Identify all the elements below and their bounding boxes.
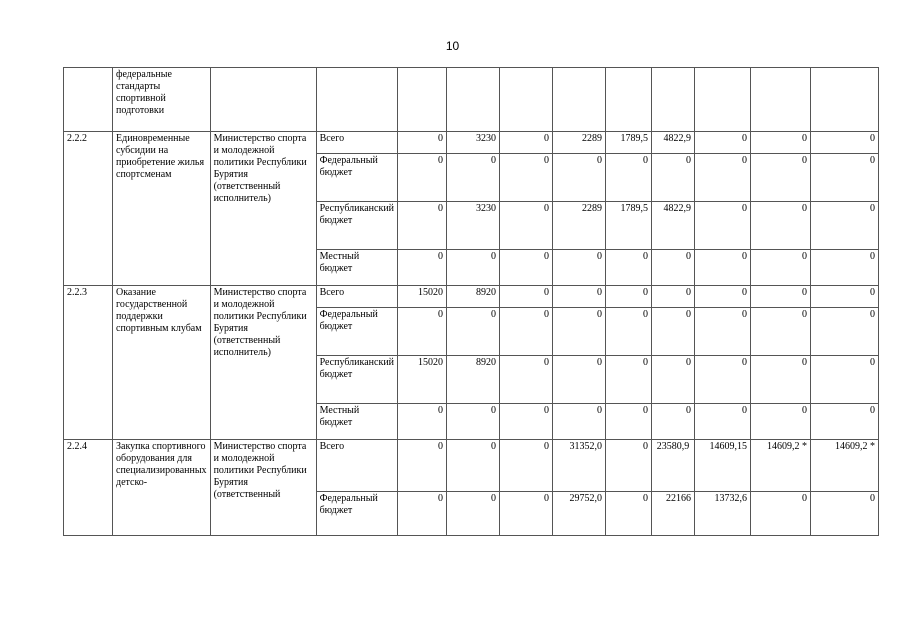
amount-cell: 0 <box>398 202 447 250</box>
amount-cell: 0 <box>398 250 447 286</box>
amount-cell: 0 <box>500 132 553 154</box>
amount-cell: 31352,0 <box>553 440 606 492</box>
amount-cell: 3230 <box>447 202 500 250</box>
funding-source: Всего <box>316 132 397 154</box>
amount-cell: 0 <box>811 286 879 308</box>
amount-cell: 0 <box>751 202 811 250</box>
amount-cell: 0 <box>500 440 553 492</box>
executor: Министерство спорта и молодежной политики Республики Бурятия (ответственный исполнитель) <box>210 286 316 440</box>
amount-cell: 15020 <box>398 356 447 404</box>
amount-cell: 0 <box>447 492 500 536</box>
amount-cell: 0 <box>695 202 751 250</box>
amount-cell: 0 <box>447 154 500 202</box>
amount-cell: 0 <box>500 404 553 440</box>
page-number: 10 <box>445 39 460 53</box>
amount-cell: 0 <box>500 250 553 286</box>
amount-cell: 0 <box>652 250 695 286</box>
amount-cell: 0 <box>500 356 553 404</box>
event-name-cell: федеральные стандарты спортивной подготовки <box>113 68 211 132</box>
executor: Министерство спорта и молодежной политики Республики Бурятия (ответственный <box>210 440 316 536</box>
amount-cell: 0 <box>447 404 500 440</box>
amount-cell: 0 <box>811 132 879 154</box>
amount-cell: 0 <box>553 286 606 308</box>
continuation-row <box>64 68 879 132</box>
funding-source: Всего <box>316 286 397 308</box>
amount-cell: 0 <box>811 404 879 440</box>
amount-cell: 1789,5 <box>606 132 652 154</box>
amount-cell: 0 <box>606 404 652 440</box>
amount-cell: 0 <box>553 356 606 404</box>
amount-cell: 0 <box>553 250 606 286</box>
amount-cell: 0 <box>398 404 447 440</box>
amount-cell: 0 <box>606 440 652 492</box>
amount-cell: 0 <box>500 202 553 250</box>
amount-cell: 0 <box>447 250 500 286</box>
amount-cell: 0 <box>398 132 447 154</box>
amount-cell: 0 <box>695 356 751 404</box>
funding-source: Республиканский бюджет <box>316 202 397 250</box>
amount-cell: 0 <box>398 154 447 202</box>
amount-cell: 0 <box>553 154 606 202</box>
amount-cell: 0 <box>652 308 695 356</box>
amount-cell: 0 <box>398 308 447 356</box>
amount-cell: 0 <box>811 356 879 404</box>
amount-cell: 2289 <box>553 202 606 250</box>
amount-cell: 0 <box>695 404 751 440</box>
amount-cell: 0 <box>447 440 500 492</box>
amount-cell: 0 <box>606 250 652 286</box>
amount-cell: 0 <box>811 202 879 250</box>
amount-cell: 8920 <box>447 356 500 404</box>
amount-cell: 0 <box>652 286 695 308</box>
funding-source: Местный бюджет <box>316 250 397 286</box>
event-name: Единовременные субсидии на приобретение жилья спортсменам <box>113 132 211 286</box>
amount-cell: 14609,2 * <box>751 440 811 492</box>
amount-cell: 4822,9 <box>652 202 695 250</box>
event-name: Оказание государственной поддержки спортивным клубам <box>113 286 211 440</box>
amount-cell: 0 <box>500 154 553 202</box>
amount-cell: 0 <box>652 404 695 440</box>
funding-source: Федеральный бюджет <box>316 308 397 356</box>
amount-cell: 0 <box>751 492 811 536</box>
amount-cell: 0 <box>500 492 553 536</box>
amount-cell: 0 <box>751 154 811 202</box>
amount-cell: 14609,15 <box>695 440 751 492</box>
amount-cell: 0 <box>606 356 652 404</box>
amount-cell: 23580,9 <box>652 440 695 492</box>
amount-cell: 0 <box>751 308 811 356</box>
funding-row <box>64 132 879 154</box>
amount-cell: 0 <box>652 356 695 404</box>
amount-cell: 0 <box>398 440 447 492</box>
funding-source: Местный бюджет <box>316 404 397 440</box>
amount-cell: 4822,9 <box>652 132 695 154</box>
executor-cell <box>210 68 316 132</box>
amount-cell: 0 <box>751 132 811 154</box>
amount-cell: 13732,6 <box>695 492 751 536</box>
amount-cell: 0 <box>652 154 695 202</box>
section-code: 2.2.2 <box>64 132 113 286</box>
amount-cell: 0 <box>751 404 811 440</box>
funding-source: Всего <box>316 440 397 492</box>
amount-cell: 0 <box>695 154 751 202</box>
amount-cell: 0 <box>695 286 751 308</box>
amount-cell: 0 <box>553 404 606 440</box>
amount-cell: 0 <box>811 308 879 356</box>
funding-source: Федеральный бюджет <box>316 154 397 202</box>
amount-cell: 0 <box>751 286 811 308</box>
amount-cell: 0 <box>606 154 652 202</box>
section-code: 2.2.3 <box>64 286 113 440</box>
budget-table <box>63 67 879 536</box>
amount-cell: 3230 <box>447 132 500 154</box>
amount-cell: 0 <box>751 250 811 286</box>
funding-row <box>64 440 879 492</box>
amount-cell: 0 <box>447 308 500 356</box>
amount-cell: 0 <box>811 492 879 536</box>
amount-cell: 0 <box>553 308 606 356</box>
amount-cell: 0 <box>695 250 751 286</box>
section-code: 2.2.4 <box>64 440 113 536</box>
executor: Министерство спорта и молодежной политики Республики Бурятия (ответственный исполнитель) <box>210 132 316 286</box>
amount-cell: 0 <box>695 308 751 356</box>
amount-cell: 0 <box>606 286 652 308</box>
amount-cell: 0 <box>811 250 879 286</box>
amount-cell: 0 <box>606 308 652 356</box>
amount-cell: 1789,5 <box>606 202 652 250</box>
amount-cell: 0 <box>398 492 447 536</box>
funding-row <box>64 286 879 308</box>
funding-source: Федеральный бюджет <box>316 492 397 536</box>
event-name: Закупка спортивного оборудования для специализированных детско- <box>113 440 211 536</box>
code-cell <box>64 68 113 132</box>
amount-cell: 0 <box>500 308 553 356</box>
amount-cell: 0 <box>811 154 879 202</box>
funding-source: Республиканский бюджет <box>316 356 397 404</box>
amount-cell: 0 <box>500 286 553 308</box>
amount-cell: 8920 <box>447 286 500 308</box>
amount-cell: 29752,0 <box>553 492 606 536</box>
amount-cell: 2289 <box>553 132 606 154</box>
amount-cell: 0 <box>606 492 652 536</box>
amount-cell: 22166 <box>652 492 695 536</box>
amount-cell: 15020 <box>398 286 447 308</box>
amount-cell: 14609,2 * <box>811 440 879 492</box>
amount-cell: 0 <box>695 132 751 154</box>
amount-cell: 0 <box>751 356 811 404</box>
